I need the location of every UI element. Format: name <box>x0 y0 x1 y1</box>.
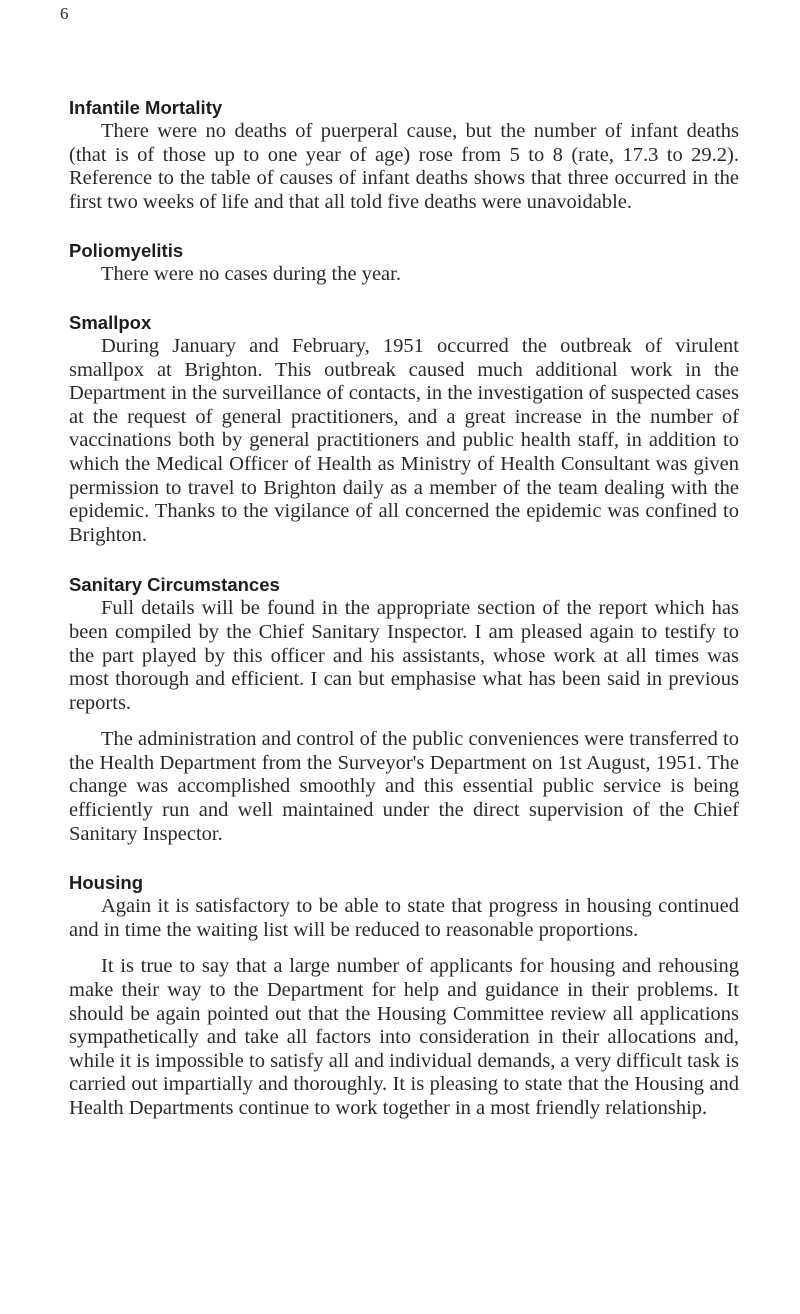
paragraph: There were no cases during the year. <box>101 263 401 286</box>
section-heading-poliomyelitis: Poliomyelitis <box>69 240 184 262</box>
section-infantile-mortality <box>69 97 739 214</box>
section-heading-smallpox: Smallpox <box>69 311 152 333</box>
section-poliomyelitis <box>69 240 739 287</box>
section-heading-sanitary-circumstances: Sanitary Circumstances <box>69 574 280 596</box>
paragraph: There were no deaths of puerperal cause, but the number of infant deaths (that is of those up to one year of age) rose from 5 to 8 (rate, 17.3 to 29.2). Reference to the table of causes of infant deaths shows that three occurred in the first two weeks of life and that all told five deaths were unavoidable. <box>69 120 739 213</box>
section-housing <box>69 872 739 1120</box>
paragraph: Again it is satisfactory to be able to state that progress in housing continued and in time the waiting list will be reduced to reasonable proportions. <box>69 895 739 941</box>
report-body <box>69 97 739 1147</box>
paragraph: Full details will be found in the appropriate section of the report which has been compiled by the Chief Sanitary Inspector. I am pleased again to testify to the part played by this officer and his assistants, whose work at all times was most thorough and efficient. I can but emphasise what has been said in previous reports. <box>69 597 739 714</box>
section-heading-infantile-mortality: Infantile Mortality <box>69 97 223 118</box>
page-number: 6 <box>60 4 69 23</box>
paragraph: During January and February, 1951 occurred the outbreak of virulent smallpox at Brighton. This outbreak caused much additional work in the Department in the surveillance of contacts, in the investigation of suspected cases at the request of general practitioners, and a great increase in the number of vaccinations both by general practitioners and public health staff, in addition to which the Medical Officer of Health as Ministry of Health Consultant was given permission to travel to Brighton daily as a member of the team dealing with the epidemic. Thanks to the vigilance of all concerned the epidemic was confined to Brighton. <box>69 334 739 546</box>
paragraph: It is true to say that a large number of applicants for housing and rehousing make their way to the Department for help and guidance in their problems. It should be again pointed out that the Housing Committee review all applications sympathetically and take all factors into consideration in their allocations and, while it is impossible to satisfy all and individual demands, a very difficult task is carried out impartially and thoroughly. It is pleasing to state that the Housing and Health Departments continue to work together in a most friendly relationship. <box>69 955 739 1119</box>
section-sanitary-circumstances <box>69 574 739 846</box>
section-heading-housing: Housing <box>69 872 143 894</box>
section-smallpox <box>69 312 739 547</box>
paragraph: The administration and control of the public conveniences were transferred to the Health Department from the Surveyor's Department on 1st August, 1951. The change was accomplished smoothly and this essential public service is being efficiently run and well maintained under the direct supervision of the Chief Sanitary Inspector. <box>69 728 739 845</box>
